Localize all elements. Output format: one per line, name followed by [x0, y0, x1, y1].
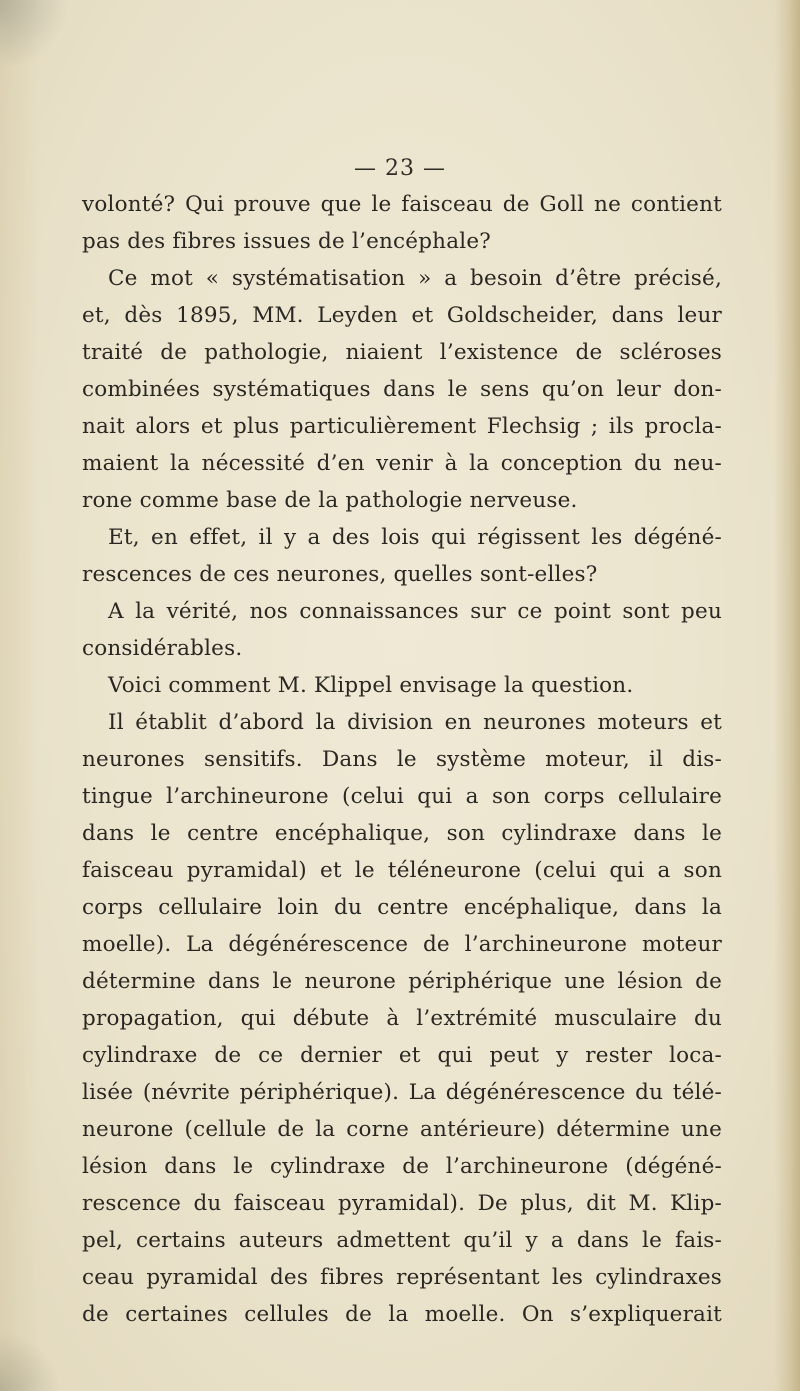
text-line: pel, certains auteurs admettent qu’il y a dans le fais- [82, 1228, 722, 1253]
text-line: maient la nécessité d’en venir à la conception du neu- [82, 451, 722, 476]
text-line: cylindraxe de ce dernier et qui peut y rester loca- [82, 1043, 722, 1068]
text-line: considérables. [82, 636, 243, 661]
text-line: lisée (névrite périphérique). La dégénérescence du télé- [82, 1080, 722, 1105]
page-number: — 23 — [354, 156, 446, 181]
text-line: tingue l’archineurone (celui qui a son corps cellulaire [82, 784, 722, 809]
text-line: volonté? Qui prouve que le faisceau de Goll ne contient [82, 192, 722, 217]
text-line: moelle). La dégénérescence de l’archineurone moteur [82, 932, 722, 957]
text-line: dans le centre encéphalique, son cylindraxe dans le [82, 821, 722, 846]
text-line: Voici comment M. Klippel envisage la question. [108, 673, 634, 698]
text-line: nait alors et plus particulièrement Flechsig ; ils procla- [82, 414, 722, 439]
text-line: neurone (cellule de la corne antérieure) détermine une [82, 1117, 722, 1142]
text-line: et, dès 1895, MM. Leyden et Goldscheider, dans leur [82, 303, 722, 328]
text-line: neurones sensitifs. Dans le système moteur, il dis- [82, 747, 722, 772]
text-line: propagation, qui débute à l’extrémité musculaire du [82, 1006, 722, 1031]
text-line: ceau pyramidal des fibres représentant les cylindraxes [82, 1265, 722, 1290]
text-line: Ce mot « systématisation » a besoin d’être précisé, [108, 266, 722, 291]
text-line: lésion dans le cylindraxe de l’archineurone (dégéné- [82, 1154, 722, 1179]
body-text [82, 186, 722, 1333]
page-left-shading [0, 0, 40, 1391]
text-line: combinées systématiques dans le sens qu’on leur don- [82, 377, 722, 402]
page-right-shading [774, 0, 800, 1391]
text-line: Il établit d’abord la division en neurones moteurs et [108, 710, 722, 735]
text-line: pas des fibres issues de l’encéphale? [82, 229, 491, 254]
text-line: Et, en effet, il y a des lois qui régissent les dégéné- [108, 525, 722, 550]
text-line: rescences de ces neurones, quelles sont-elles? [82, 562, 598, 587]
text-line: rescence du faisceau pyramidal). De plus, dit M. Klip- [82, 1191, 722, 1216]
text-line: traité de pathologie, niaient l’existence de scléroses [82, 340, 722, 365]
page-corner-stain-bottom-left [0, 1331, 60, 1391]
text-line: de certaines cellules de la moelle. On s’expliquerait [82, 1302, 722, 1327]
text-line: rone comme base de la pathologie nerveuse. [82, 488, 578, 513]
text-line: A la vérité, nos connaissances sur ce point sont peu [108, 599, 722, 624]
text-line: faisceau pyramidal) et le téléneurone (celui qui a son [82, 858, 722, 883]
text-line: détermine dans le neurone périphérique une lésion de [82, 969, 722, 994]
page-corner-stain-top-left [0, 0, 70, 70]
text-line: corps cellulaire loin du centre encéphalique, dans la [82, 895, 722, 920]
